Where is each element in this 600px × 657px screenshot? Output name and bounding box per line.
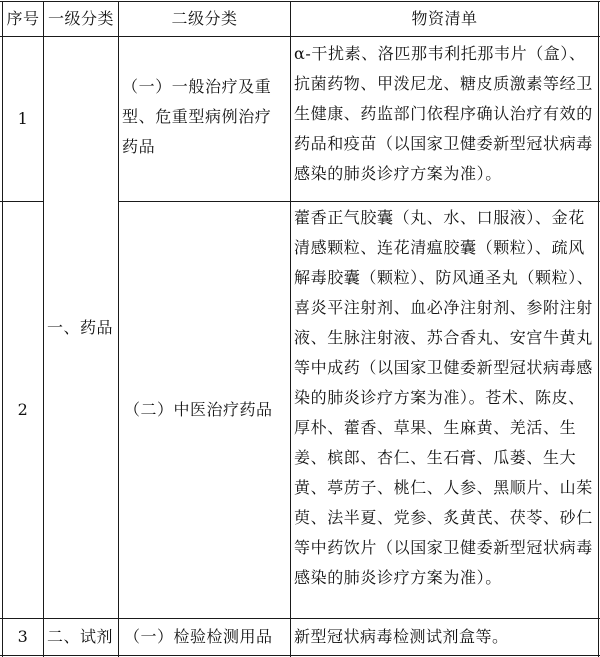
row-3-category-level1: 二、试剂 xyxy=(47,627,114,646)
table-border-bottom xyxy=(0,655,600,656)
row-3-index: 3 xyxy=(17,627,29,646)
row-1-index: 1 xyxy=(17,109,29,128)
category-level1-medicines: 一、药品 xyxy=(47,318,114,337)
table-border-top xyxy=(0,1,600,2)
table-border-right xyxy=(598,1,599,657)
row-2-index: 2 xyxy=(17,400,29,419)
row-3-materials: 新型冠状病毒检测试剂盒等。 xyxy=(294,627,509,646)
header-index: 序号 xyxy=(6,9,40,28)
row-1-materials: α-干扰素、洛匹那韦利托那韦片（盒）、抗菌药物、甲泼尼龙、糖皮质激素等经卫生健康、药监部门依程序确认治疗有效的药品和疫苗（以国家卫健委新型冠状病毒感染的肺炎诊疗方案为准）。 xyxy=(294,44,593,183)
header-category-level2: 二级分类 xyxy=(171,9,238,28)
row-1-category-level2: （一）一般治疗及重型、危重型病例治疗药品 xyxy=(122,77,272,156)
table-border-left xyxy=(2,1,3,657)
header-category-level1: 一级分类 xyxy=(47,9,114,28)
header-row-divider xyxy=(0,36,600,37)
column-divider xyxy=(290,1,291,657)
row-divider xyxy=(0,618,600,619)
header-materials: 物资清单 xyxy=(411,9,478,28)
column-divider xyxy=(118,1,119,657)
row-2-materials: 藿香正气胶囊（丸、水、口服液）、金花清感颗粒、连花清瘟胶囊（颗粒）、疏风解毒胶囊（颗粒）、防风通圣丸（颗粒）、喜炎平注射剂、血必净注射剂、参附注射液、生脉注射液、苏合香丸、安宫牛黄丸等中成药（以国家卫健委新型冠状病毒感染的肺炎诊疗方案为准）。苍术、陈皮、厚朴、藿香、草果、生麻黄、羌活、生姜、槟郎、杏仁、生石膏、瓜蒌、生大黄、葶苈子、桃仁、人参、黑顺片、山茱萸、法半夏、党参、炙黄芪、茯苓、砂仁等中药饮片（以国家卫健委新型冠状病毒感染的肺炎诊疗方案为准）。 xyxy=(294,208,594,587)
row-divider xyxy=(118,201,600,202)
row-2-category-level2: （二）中医治疗药品 xyxy=(124,400,273,419)
row-divider xyxy=(0,201,43,202)
row-3-category-level2: （一）检验检测用品 xyxy=(124,627,273,646)
column-divider xyxy=(43,1,44,657)
